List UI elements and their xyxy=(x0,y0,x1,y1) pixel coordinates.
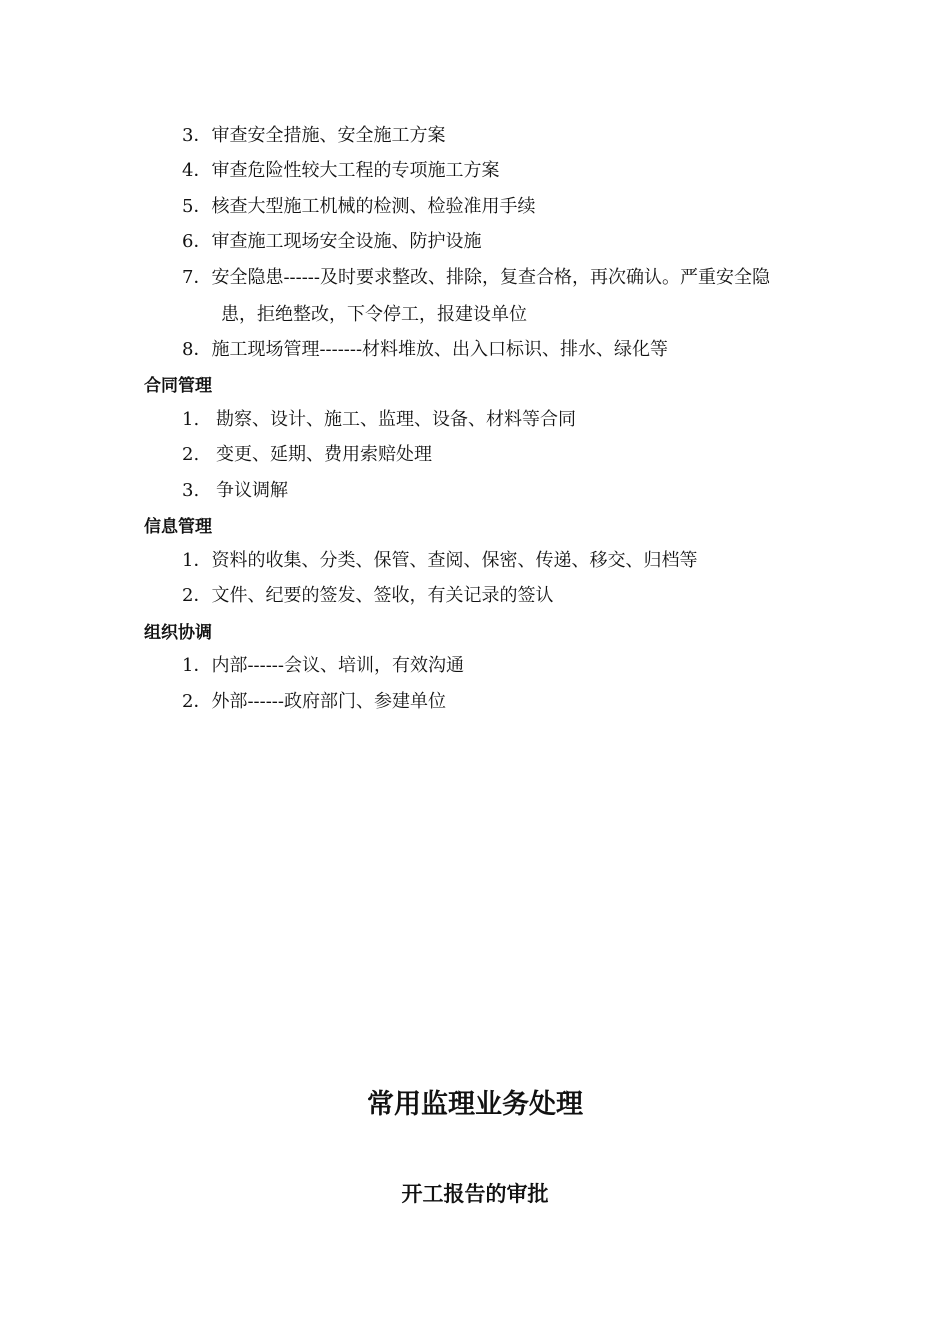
list-item xyxy=(182,654,464,678)
item-text: 审查危险性较大工程的专项施工方案 xyxy=(211,160,500,181)
item-number: 6． xyxy=(182,231,212,252)
list-item xyxy=(182,549,697,573)
list-item xyxy=(182,443,432,467)
item-text: 审查施工现场安全设施、防护设施 xyxy=(211,231,482,252)
item-number: 1. xyxy=(182,409,200,430)
item-number: 2． xyxy=(182,585,212,606)
list-item xyxy=(182,690,446,714)
section-heading-information: 信息管理 xyxy=(144,517,212,537)
list-item xyxy=(182,230,481,254)
item-number: 2. xyxy=(182,444,200,465)
item-number: 7． xyxy=(182,267,212,288)
item-text: 争议调解 xyxy=(216,480,288,501)
list-item xyxy=(182,159,499,183)
item-text: 外部------政府部门、参建单位 xyxy=(211,691,446,712)
list-item xyxy=(182,479,288,503)
section-heading-coordination: 组织协调 xyxy=(144,623,212,643)
item-text: 审查安全措施、安全施工方案 xyxy=(211,125,446,146)
item-number: 5． xyxy=(182,196,212,217)
item-number: 1． xyxy=(182,655,212,676)
subsection-title: 开工报告的审批 xyxy=(401,1182,549,1206)
item-text: 文件、纪要的签发、签收，有关记录的签认 xyxy=(211,585,554,606)
item-number: 8． xyxy=(182,339,212,360)
list-item xyxy=(182,408,576,432)
item-text: 施工现场管理-------材料堆放、出入口标识、排水、绿化等 xyxy=(211,339,669,360)
item-text: 变更、延期、费用索赔处理 xyxy=(216,444,432,465)
item-number: 3. xyxy=(182,480,200,501)
item-number: 1． xyxy=(182,550,212,571)
item-text: 安全隐患------及时要求整改、排除，复查合格，再次确认。严重安全隐 xyxy=(211,267,770,288)
list-item xyxy=(182,195,535,219)
item-text: 内部------会议、培训，有效沟通 xyxy=(211,655,464,676)
list-item xyxy=(182,338,668,362)
item-text: 勘察、设计、施工、监理、设备、材料等合同 xyxy=(216,409,576,430)
list-item xyxy=(182,266,770,290)
item-number: 2． xyxy=(182,691,212,712)
section-title: 常用监理业务处理 xyxy=(367,1089,583,1120)
list-item xyxy=(182,124,445,148)
item-text: 资料的收集、分类、保管、查阅、保密、传递、移交、归档等 xyxy=(211,550,698,571)
list-item-continuation: 患，拒绝整改，下令停工，报建设单位 xyxy=(221,304,527,325)
list-item xyxy=(182,584,553,608)
item-number: 4． xyxy=(182,160,212,181)
item-number: 3． xyxy=(182,125,212,146)
section-heading-contract: 合同管理 xyxy=(144,376,212,396)
item-text: 核查大型施工机械的检测、检验准用手续 xyxy=(211,196,536,217)
